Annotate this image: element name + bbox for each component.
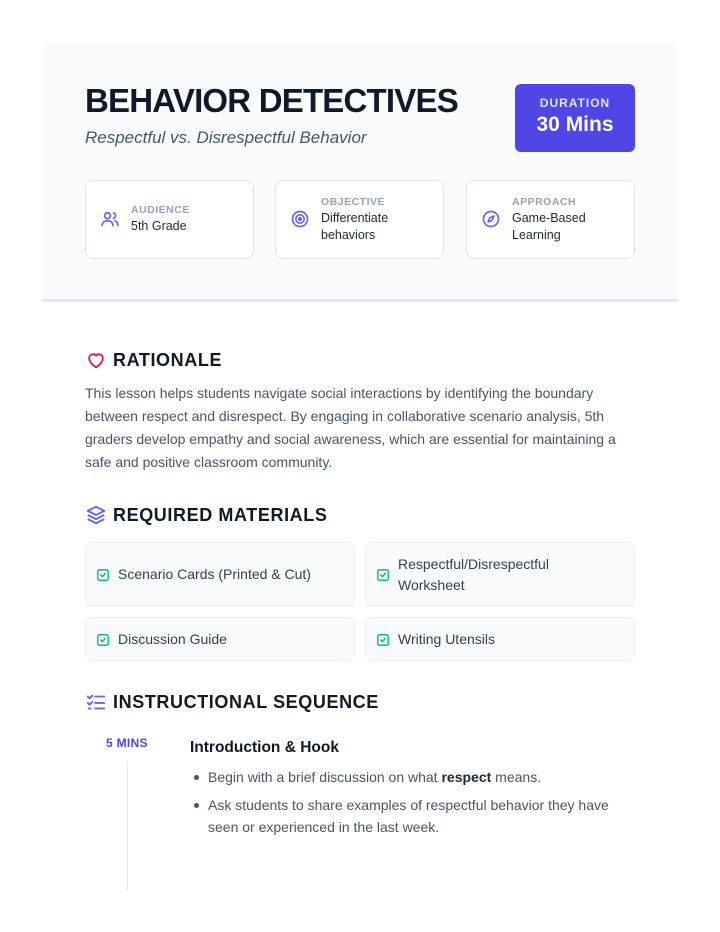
info-value: Game-Based Learning — [512, 211, 586, 242]
checkbox-icon — [376, 568, 390, 582]
material-text: Writing Utensils — [398, 631, 495, 647]
sequence-heading — [85, 691, 379, 713]
info-value: Differentiate behaviors — [321, 211, 389, 242]
info-card-objective — [275, 180, 444, 259]
timeline-line — [127, 762, 128, 890]
duration-value: 30 Mins — [536, 113, 614, 136]
sequence-title: INSTRUCTIONAL SEQUENCE — [113, 691, 379, 712]
step-bullets — [190, 766, 630, 844]
checkbox-icon — [376, 633, 390, 647]
checkbox-icon — [96, 568, 110, 582]
step-bullet: Ask students to share examples of respectful behavior they have seen or experienced in the last week. — [190, 794, 630, 838]
duration-badge — [515, 84, 635, 152]
info-card-approach — [466, 180, 635, 259]
material-text: Scenario Cards (Printed & Cut) — [118, 566, 311, 582]
emphasis: respect — [441, 769, 492, 785]
materials-heading — [85, 504, 327, 526]
info-label: APPROACH — [512, 196, 577, 208]
layers-icon — [85, 504, 107, 526]
checkbox-icon — [96, 633, 110, 647]
lesson-header — [42, 42, 678, 302]
duration-label: DURATION — [539, 96, 611, 110]
step-title: Introduction & Hook — [190, 739, 339, 756]
step-time: 5 MINS — [106, 736, 148, 750]
users-icon — [100, 209, 120, 229]
step-bullet: Begin with a brief discussion on what respect means. — [190, 766, 630, 788]
info-label: OBJECTIVE — [321, 196, 386, 208]
info-value: 5th Grade — [131, 219, 187, 233]
rationale-text: This lesson helps students navigate social interactions by identifying the boundary between respect and disrespect. By engaging in collaborative scenario analysis, 5th graders develop empathy and social awareness, which are essential for maintaining a safe and positive classroom community. — [85, 385, 616, 470]
rationale-title: RATIONALE — [113, 349, 223, 370]
compass-icon — [481, 209, 501, 229]
material-text: Respectful/Disrespectful Worksheet — [398, 556, 549, 593]
info-card-audience — [85, 180, 254, 259]
heart-icon — [85, 349, 107, 371]
info-label: AUDIENCE — [131, 204, 190, 216]
material-text: Discussion Guide — [118, 631, 227, 647]
rationale-heading — [85, 349, 222, 371]
page-subtitle: Respectful vs. Disrespectful Behavior — [85, 128, 367, 147]
materials-title: REQUIRED MATERIALS — [113, 504, 328, 525]
material-item — [85, 542, 355, 606]
material-item — [85, 617, 355, 661]
material-item — [365, 617, 635, 661]
list-checks-icon — [85, 691, 107, 713]
target-icon — [290, 209, 310, 229]
material-item — [365, 542, 635, 606]
page-title: BEHAVIOR DETECTIVES — [85, 82, 458, 119]
